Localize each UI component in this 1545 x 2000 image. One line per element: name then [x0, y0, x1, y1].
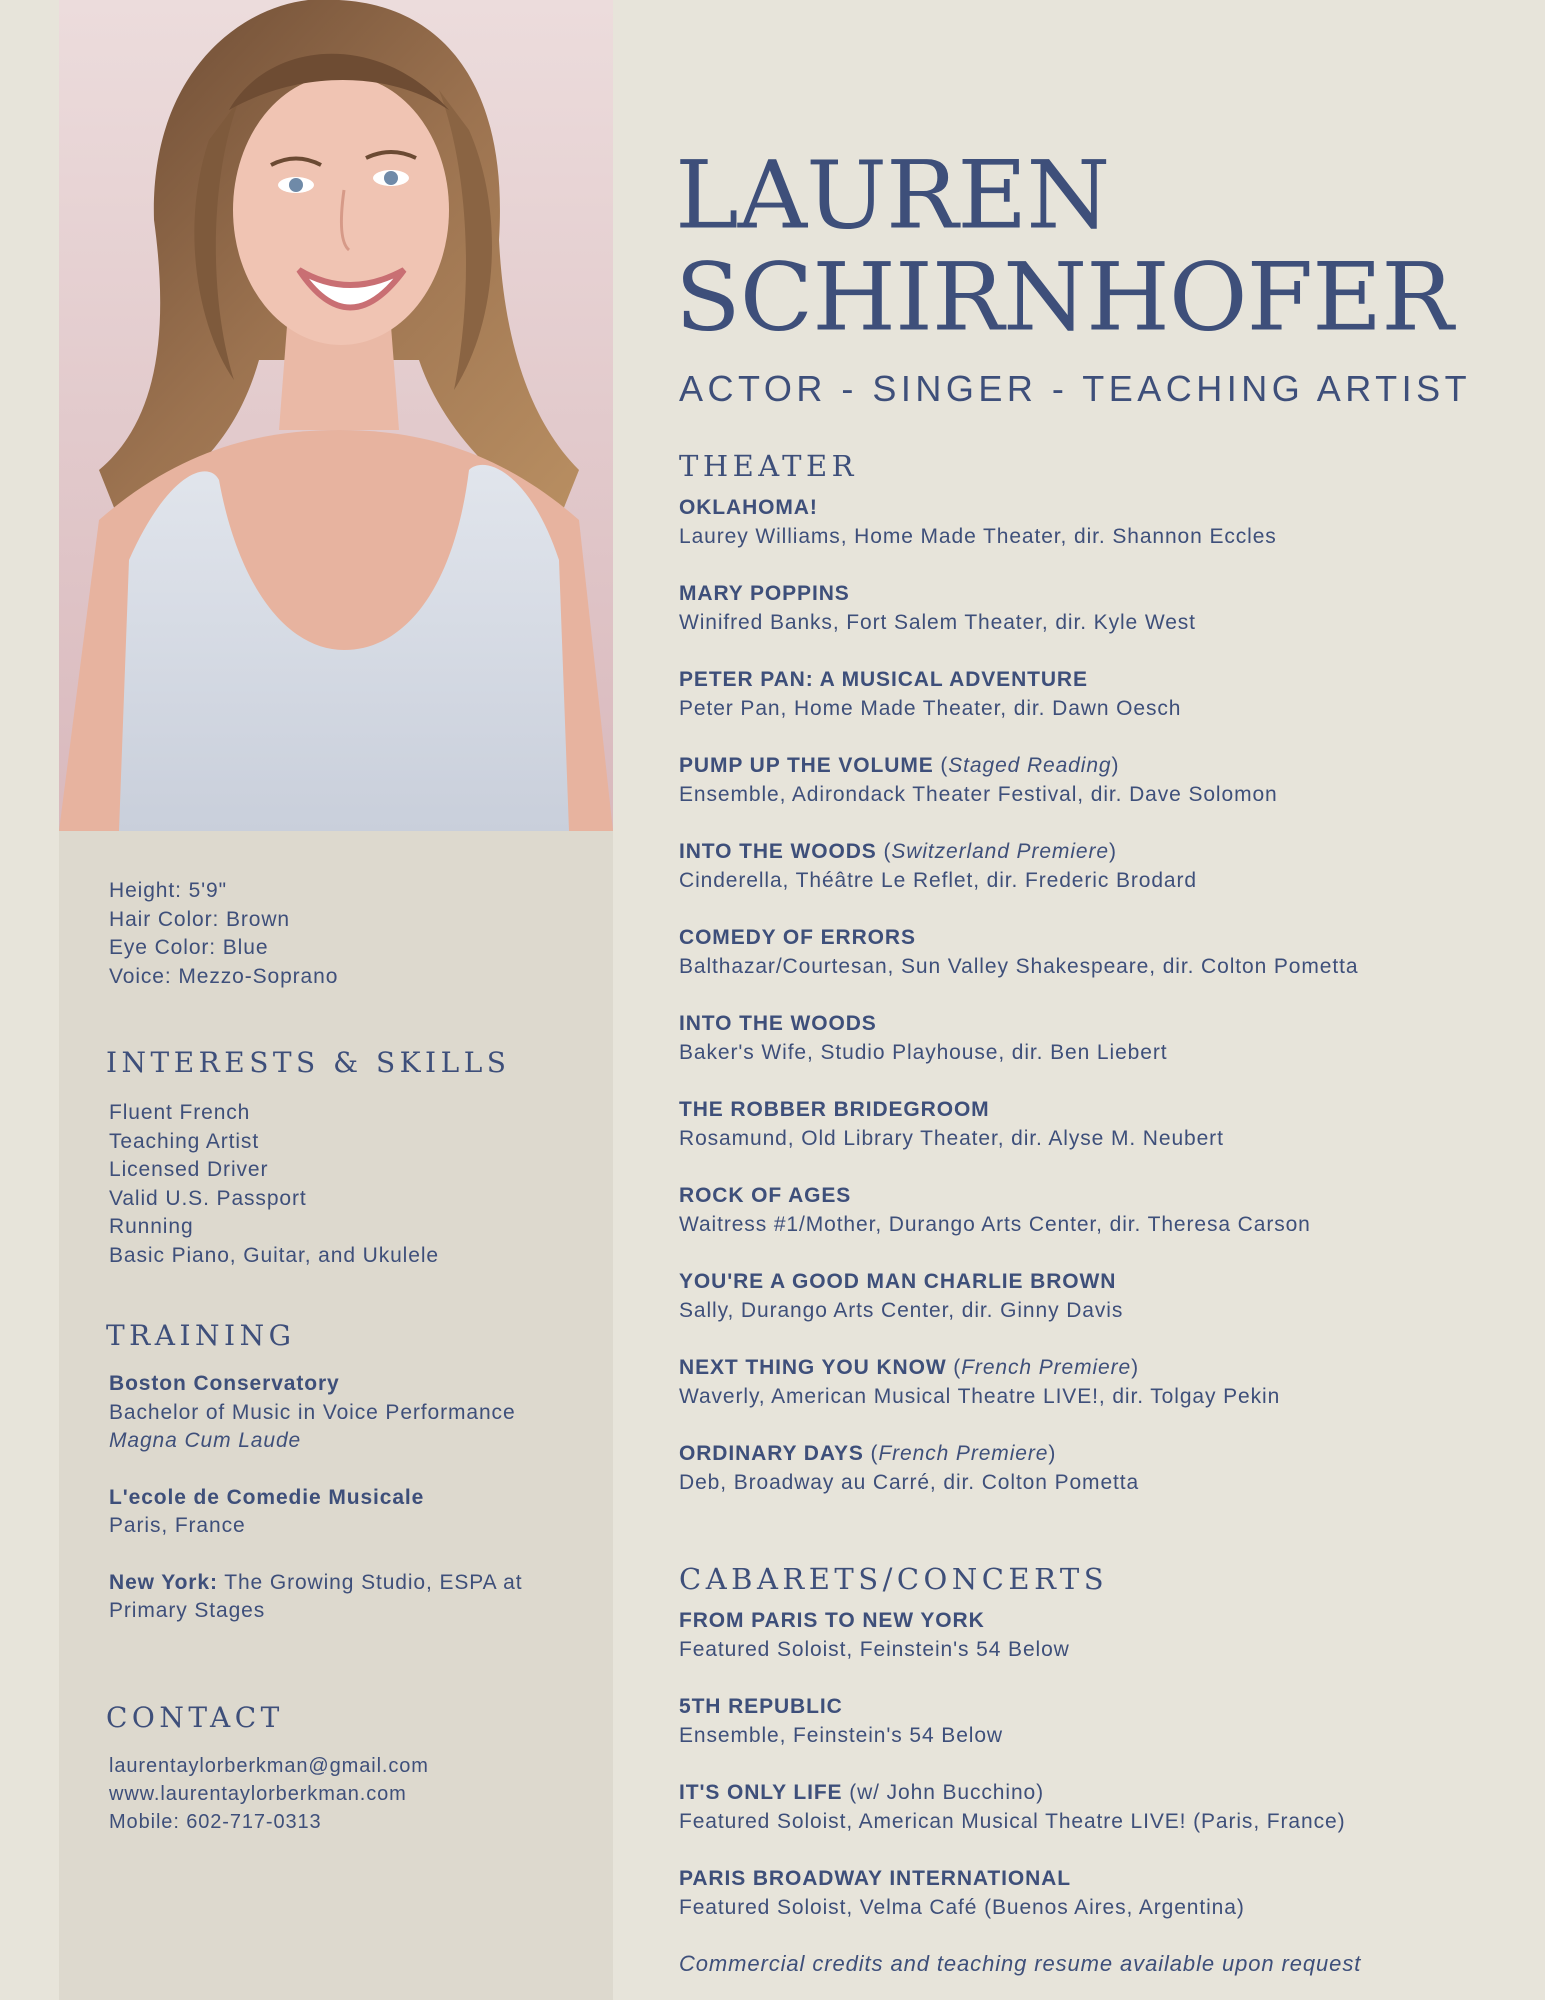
- credit-title-line: [679, 1096, 1358, 1125]
- credit-title: ROCK OF AGES: [679, 1184, 852, 1207]
- credit-title: 5TH REPUBLIC: [679, 1695, 843, 1718]
- credit-role: Featured Soloist, Feinstein's 54 Below: [679, 1637, 1070, 1661]
- headshot-photo: [59, 0, 613, 831]
- credit-title-line: [679, 1268, 1358, 1297]
- cabaret-credit: [679, 1693, 1345, 1779]
- credit-role: Waitress #1/Mother, Durango Arts Center, dir. Theresa Carson: [679, 1212, 1311, 1236]
- credit-title: ORDINARY DAYS: [679, 1442, 864, 1465]
- stat-height: Height: 5'9": [109, 879, 227, 902]
- credit-extra: (w/ John Bucchino): [849, 1781, 1045, 1804]
- training-list: [109, 1370, 599, 1654]
- credit-role: Waverly, American Musical Theatre LIVE!, dir. Tolgay Pekin: [679, 1384, 1281, 1408]
- credit-role: Deb, Broadway au Carré, dir. Colton Pometta: [679, 1470, 1140, 1494]
- name-line-2: SCHIRNHOFER: [675, 242, 1453, 352]
- list-item: Valid U.S. Passport: [109, 1186, 307, 1210]
- cabaret-credits: [679, 1607, 1345, 1951]
- credit-role: Featured Soloist, Velma Café (Buenos Aires, Argentina): [679, 1895, 1245, 1919]
- credit-role: Cinderella, Théâtre Le Reflet, dir. Frederic Brodard: [679, 868, 1197, 892]
- credit-note: French Premiere: [961, 1356, 1132, 1379]
- theater-credit: [679, 752, 1358, 838]
- cabaret-credit: [679, 1865, 1345, 1951]
- credit-title: IT'S ONLY LIFE: [679, 1781, 843, 1804]
- credit-title: PARIS BROADWAY INTERNATIONAL: [679, 1867, 1071, 1890]
- list-item: Licensed Driver: [109, 1158, 269, 1181]
- credit-title: INTO THE WOODS: [679, 840, 877, 863]
- physical-stats: [109, 877, 338, 991]
- credit-role: Peter Pan, Home Made Theater, dir. Dawn Oesch: [679, 696, 1182, 720]
- contact-email[interactable]: laurentaylorberkman@gmail.com: [109, 1755, 429, 1777]
- training-entry: [109, 1484, 599, 1541]
- tagline: ACTOR - SINGER - TEACHING ARTIST: [679, 368, 1472, 409]
- credit-note: Switzerland Premiere: [891, 840, 1109, 863]
- credit-title-line: ORDINARY DAYS (French Premiere): [679, 1442, 1057, 1465]
- credit-title: THE ROBBER BRIDEGROOM: [679, 1098, 990, 1121]
- credit-role: Featured Soloist, American Musical Theatre LIVE! (Paris, France): [679, 1809, 1346, 1833]
- credit-title-line: [679, 1607, 1345, 1636]
- sidebar: [59, 0, 613, 2000]
- credit-role: Balthazar/Courtesan, Sun Valley Shakespeare, dir. Colton Pometta: [679, 954, 1359, 978]
- credit-role: Ensemble, Feinstein's 54 Below: [679, 1723, 1003, 1747]
- credit-title-line: [679, 1010, 1358, 1039]
- credit-title-line: [679, 580, 1358, 609]
- credit-title: COMEDY OF ERRORS: [679, 926, 916, 949]
- contact-mobile: Mobile: 602-717-0313: [109, 1811, 322, 1833]
- credit-role: Sally, Durango Arts Center, dir. Ginny Davis: [679, 1298, 1124, 1322]
- theater-credit: [679, 1096, 1358, 1182]
- theater-credit: [679, 580, 1358, 666]
- credit-role: Rosamund, Old Library Theater, dir. Alyse M. Neubert: [679, 1126, 1224, 1150]
- training-location: Paris, France: [109, 1514, 246, 1537]
- credit-title-line: [679, 1865, 1345, 1894]
- theater-credit: [679, 1268, 1358, 1354]
- interests-heading: INTERESTS & SKILLS: [106, 1046, 511, 1079]
- training-label: New York:: [109, 1570, 218, 1594]
- theater-credit: [679, 1182, 1358, 1268]
- theater-credit: [679, 838, 1358, 924]
- credit-title: FROM PARIS TO NEW YORK: [679, 1609, 985, 1632]
- credit-title-line: [679, 924, 1358, 953]
- contact-website[interactable]: www.laurentaylorberkman.com: [109, 1783, 407, 1805]
- credit-title: MARY POPPINS: [679, 582, 850, 605]
- theater-credit: [679, 666, 1358, 752]
- cabarets-heading: CABARETS/CONCERTS: [679, 1562, 1109, 1596]
- credit-role: Winifred Banks, Fort Salem Theater, dir. Kyle West: [679, 610, 1196, 634]
- list-item: Teaching Artist: [109, 1129, 260, 1153]
- performer-name: [675, 140, 1453, 352]
- name-line-1: LAUREN: [675, 140, 1110, 250]
- credit-note: French Premiere: [878, 1442, 1049, 1465]
- credit-note: Staged Reading: [948, 754, 1112, 777]
- theater-credit: [679, 1440, 1358, 1526]
- training-entry: [109, 1569, 599, 1626]
- training-honor: Magna Cum Laude: [109, 1429, 302, 1452]
- credit-role: Ensemble, Adirondack Theater Festival, dir. Dave Solomon: [679, 782, 1278, 806]
- stat-voice: Voice: Mezzo-Soprano: [109, 964, 339, 988]
- contact-block: [109, 1752, 429, 1836]
- theater-credit: [679, 1010, 1358, 1096]
- credit-title-line: [679, 1779, 1345, 1808]
- theater-credits: [679, 494, 1358, 1526]
- list-item: Fluent French: [109, 1101, 251, 1124]
- credit-title: YOU'RE A GOOD MAN CHARLIE BROWN: [679, 1270, 1117, 1293]
- credit-role: Baker's Wife, Studio Playhouse, dir. Ben Liebert: [679, 1040, 1168, 1064]
- headshot-illustration: [59, 0, 613, 831]
- training-entry: [109, 1370, 599, 1456]
- training-text: The Growing Studio, ESPA at Primary Stages: [109, 1570, 523, 1622]
- footnote: Commercial credits and teaching resume available upon request: [679, 1951, 1362, 1976]
- credit-title-line: [679, 1693, 1345, 1722]
- theater-credit: [679, 494, 1358, 580]
- training-school: L'ecole de Comedie Musicale: [109, 1485, 425, 1509]
- training-degree: Bachelor of Music in Voice Performance: [109, 1400, 516, 1424]
- credit-title-line: [679, 666, 1358, 695]
- cabaret-credit: [679, 1779, 1345, 1865]
- credit-title-line: INTO THE WOODS (Switzerland Premiere): [679, 840, 1117, 863]
- training-heading: TRAINING: [106, 1319, 296, 1352]
- theater-heading: THEATER: [679, 449, 859, 483]
- theater-credit: [679, 1354, 1358, 1440]
- credit-title: OKLAHOMA!: [679, 496, 818, 519]
- credit-title: PETER PAN: A MUSICAL ADVENTURE: [679, 668, 1088, 691]
- credit-title: NEXT THING YOU KNOW: [679, 1356, 947, 1379]
- credit-title-line: [679, 1182, 1358, 1211]
- cabaret-credit: [679, 1607, 1345, 1693]
- training-school: Boston Conservatory: [109, 1372, 340, 1395]
- credit-title: PUMP UP THE VOLUME: [679, 754, 934, 777]
- credit-title-line: NEXT THING YOU KNOW (French Premiere): [679, 1356, 1139, 1379]
- theater-credit: [679, 924, 1358, 1010]
- stat-hair-color: Hair Color: Brown: [109, 907, 291, 931]
- contact-heading: CONTACT: [106, 1701, 284, 1734]
- interests-list: [109, 1099, 439, 1270]
- list-item: Basic Piano, Guitar, and Ukulele: [109, 1243, 439, 1267]
- credit-title-line: PUMP UP THE VOLUME (Staged Reading): [679, 754, 1120, 777]
- credit-title-line: [679, 494, 1358, 523]
- credit-role: Laurey Williams, Home Made Theater, dir. Shannon Eccles: [679, 524, 1277, 548]
- list-item: Running: [109, 1215, 194, 1238]
- credit-title: INTO THE WOODS: [679, 1012, 877, 1035]
- stat-eye-color: Eye Color: Blue: [109, 936, 269, 959]
